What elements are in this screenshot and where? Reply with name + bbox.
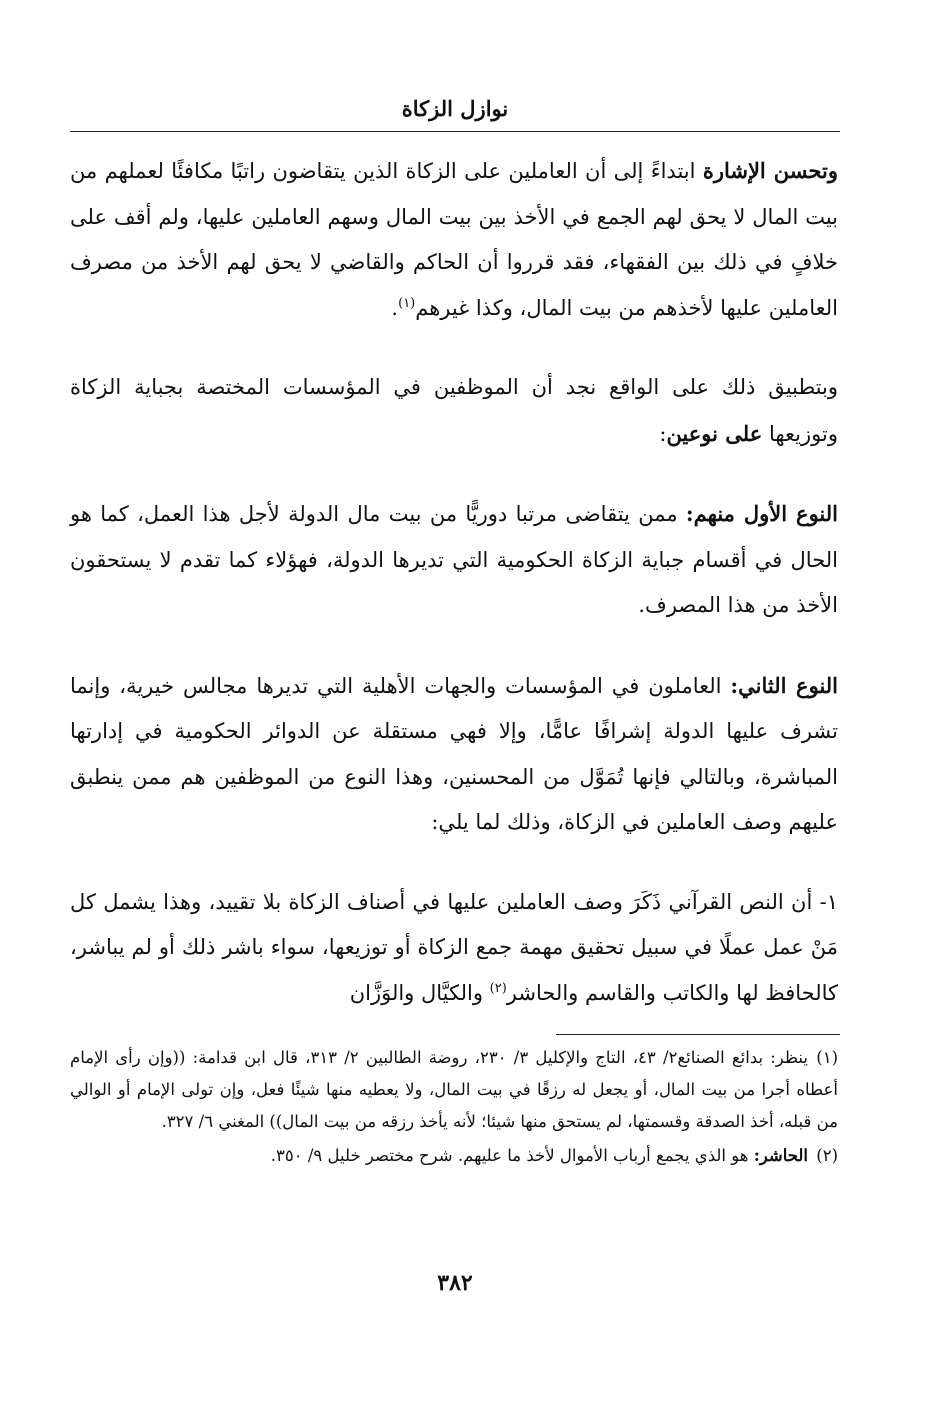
lead-phrase: النوع الثاني: [730, 672, 839, 698]
header-divider [70, 131, 840, 132]
footnote-number: (١) [816, 1048, 839, 1067]
lead-phrase: وتحسن الإشارة [702, 158, 838, 183]
paragraph-text: وبتطبيق ذلك على الواقع نجد أن الموظفين في المؤسسات المختصة بجباية الزكاة وتوزيعها [70, 375, 838, 446]
paragraph-text: العاملون في المؤسسات والجهات الأهلية التي تديرها مجالس خيرية، وإنما تشرف عليها الدولة إشرافًا عامًّا، وإلا فهي مستقلة عن الدوائر الحكومية في إدارتها المباشرة، وبالتالي فإنها تُمَوَّل من المحسنين، وهذا النوع من الموظفين هم ممن ينطبق عليهم وصف العاملين في الزكاة، وذلك لما يلي: [70, 673, 838, 834]
paragraph-tail: والكيَّال والوَزَّان [349, 980, 490, 1005]
paragraph-text: ١- أن النص القرآني ذَكَرَ وصف العاملين عليها في أصناف الزكاة بلا تقييد، وهذا يشمل كل مَنْ عمل عملًا في سبيل تحقيق مهمة جمع الزكاة أو توزيعها، سواء باشر ذلك أو لم يباشر، كالحافظ لها والكاتب والقاسم والحاشر [70, 889, 838, 1005]
footnote-divider [556, 1034, 840, 1035]
paragraph-tail: . [391, 295, 399, 320]
footnote-2 [70, 1140, 838, 1172]
bold-phrase: على نوعين [666, 420, 763, 446]
footnotes [70, 1042, 838, 1172]
footnote-text: ينظر: بدائع الصنائع٢/ ٤٣، التاج والإكليل ٣/ ٢٣٠، روضة الطالبين ٢/ ٣١٣، قال ابن قدامة: ((وإن رأى الإمام أعطاه أجرا من بيت المال، أو يجعل له رزقًا في بيت المال، ولا يعطيه منها شيئًا فعل، وإن تولى الإمام أو الوالي من قبله، أخذ الصدقة وقسمتها، لم يستحق منها شيئا؛ لأنه يأخذ رزقه من بيت المال)) المغني ٦/ ٣٢٧. [70, 1048, 838, 1131]
paragraph-4 [70, 663, 838, 846]
paragraph-text: ممن يتقاضى مرتبا دوريًّا من بيت مال الدولة لأجل هذا العمل، كما هو الحال في أقسام جباية الزكاة الحكومية التي تديرها الدولة، فهؤلاء كما تقدم لا يستحقون الأخذ من هذا المصرف. [70, 502, 838, 617]
paragraph-text: ابتداءً إلى أن العاملين على الزكاة الذين يتقاضون راتبًا مكافئًا لعملهم من بيت المال لا يحق لهم الجمع في الأخذ بين بيت المال وسهم العاملين عليها، ولم أقف على خلافٍ في ذلك بين الفقهاء، فقد قرروا أن الحاكم والقاضي لا يحق لهم الأخذ من مصرف العاملين عليها لأخذهم من بيت المال، وكذا غيرهم [70, 159, 838, 320]
paragraph-3 [70, 491, 838, 629]
page-number: ٣٨٢ [437, 1270, 473, 1296]
footnote-term: الحاشر: [753, 1146, 808, 1165]
lead-phrase: النوع الأول منهم: [685, 501, 839, 526]
footnote-ref-1: (١) [398, 295, 416, 311]
paragraph-1 [70, 148, 838, 331]
running-header: نوازل الزكاة [401, 96, 509, 121]
footnote-text: هو الذي يجمع أرباب الأموال لأخذ ما عليهم. شرح مختصر خليل ٩/ ٣٥٠. [270, 1146, 754, 1165]
main-text [70, 148, 838, 1050]
paragraph-2 [70, 365, 838, 457]
paragraph-tail: : [659, 421, 667, 446]
footnote-number: (٢) [816, 1146, 838, 1165]
paragraph-5 [70, 880, 838, 1017]
footnote-1 [70, 1042, 838, 1138]
footnote-ref-2: (٢) [489, 980, 507, 996]
